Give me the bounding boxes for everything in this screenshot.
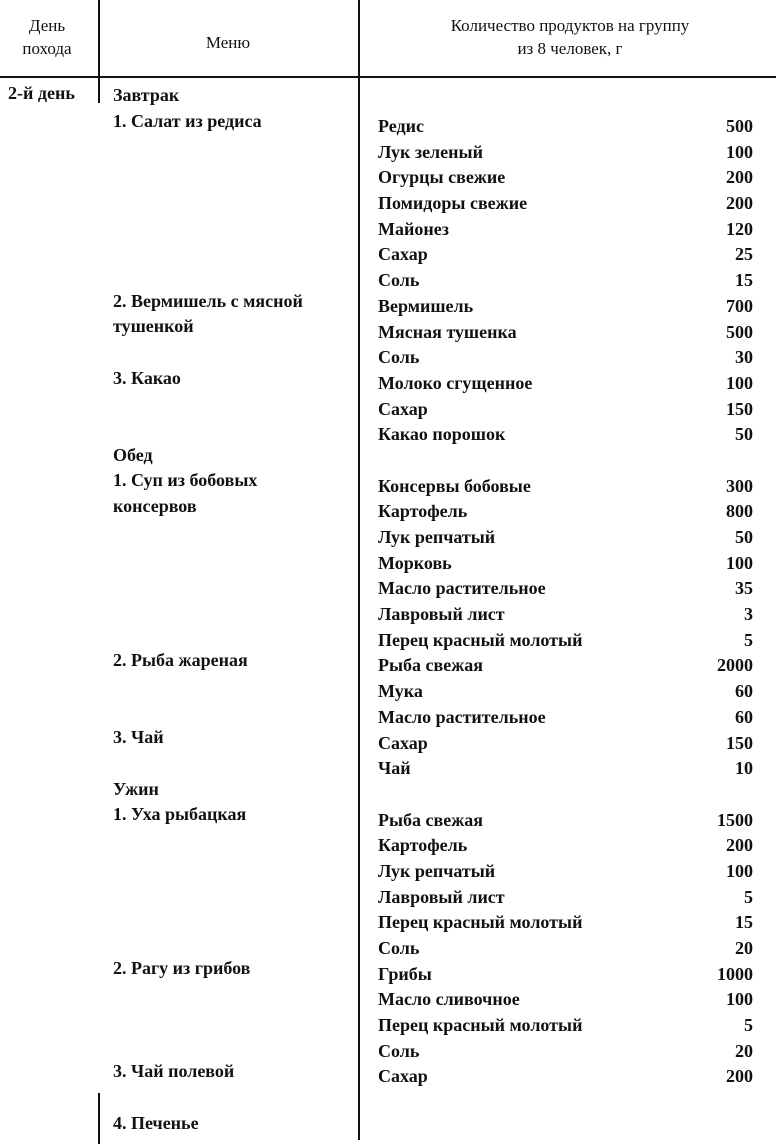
product-row: [378, 962, 753, 988]
day-label: 2-й день: [8, 83, 75, 103]
product-name: Масло растительное: [378, 706, 546, 727]
product-quantity: 3: [744, 604, 753, 625]
product-quantity: 700: [726, 295, 753, 316]
product-quantity: 200: [726, 193, 753, 214]
product-quantity: 300: [726, 475, 753, 496]
menu-row: [113, 134, 358, 160]
menu-row: 3. Чай: [113, 727, 164, 748]
menu-row: [113, 854, 358, 880]
product-row: [378, 217, 753, 243]
product-quantity: 60: [735, 681, 753, 702]
product-row: [378, 705, 753, 731]
menu-row: [113, 263, 358, 289]
product-quantity: 35: [735, 578, 753, 599]
product-row: [378, 1013, 753, 1039]
menu-row: [113, 571, 358, 597]
menu-row: [113, 160, 358, 186]
menu-row: 1. Уха рыбацкая: [113, 804, 247, 825]
product-name: Картофель: [378, 835, 468, 856]
product-row: [378, 576, 753, 602]
product-row: [378, 499, 753, 525]
menu-row: [113, 520, 358, 546]
product-row: [378, 731, 753, 757]
product-row: [378, 474, 753, 500]
product-quantity: 200: [726, 167, 753, 188]
product-quantity: 200: [726, 835, 753, 856]
product-name: Рыба свежая: [378, 655, 484, 676]
product-quantity: 100: [726, 552, 753, 573]
menu-row: [113, 597, 358, 623]
product-row: [378, 859, 753, 885]
header-quantity: [365, 14, 775, 60]
menu-row: 1. Салат из редиса: [113, 110, 262, 131]
menu-row: [113, 211, 358, 237]
header-menu: Меню: [205, 33, 251, 52]
menu-row: 4. Печенье: [113, 1112, 199, 1133]
product-name: Редис: [378, 116, 424, 136]
menu-row: Завтрак: [113, 85, 180, 105]
menu-row: [113, 1085, 358, 1111]
product-row: [378, 242, 753, 268]
product-quantity: 500: [726, 116, 753, 136]
product-name: Какао порошок: [378, 424, 506, 445]
product-quantity: 30: [735, 347, 753, 368]
product-name: Перец красный молотый: [378, 1015, 583, 1036]
product-row: [378, 756, 753, 782]
product-quantity: 60: [735, 706, 753, 727]
menu-row: консервов: [113, 496, 197, 516]
product-row: [378, 628, 753, 654]
menu-row: [113, 237, 358, 263]
menu-row: [113, 982, 358, 1008]
column-divider-day-bottom: [98, 1093, 100, 1144]
menu-row: [113, 417, 358, 443]
menu-row: 3. Чай полевой: [113, 1061, 235, 1082]
product-name: Майонез: [378, 218, 449, 239]
product-name: Консервы бобовые: [378, 475, 531, 496]
product-quantity: 120: [726, 218, 753, 239]
product-row: [378, 397, 753, 423]
product-quantity: 100: [726, 372, 753, 393]
product-name: Сахар: [378, 1066, 428, 1087]
product-quantity: 100: [726, 141, 753, 162]
menu-row: 3. Какао: [113, 367, 181, 388]
product-name: Молоко сгущенное: [378, 372, 533, 393]
product-row: [378, 910, 753, 936]
product-name: Помидоры свежие: [378, 193, 528, 214]
product-name: Масло растительное: [378, 578, 546, 599]
menu-row: [113, 545, 358, 571]
product-quantity: 2000: [717, 655, 753, 676]
header-day-line1: День: [28, 16, 66, 35]
product-row: [378, 808, 753, 834]
product-quantity: 1000: [717, 963, 753, 984]
header-quantity-line2: из 8 человек, г: [517, 39, 623, 58]
product-name: Лавровый лист: [378, 886, 505, 907]
product-row: [378, 551, 753, 577]
product-name: Грибы: [378, 963, 432, 984]
menu-row: [113, 905, 358, 931]
product-row: [378, 320, 753, 346]
product-row: [378, 345, 753, 371]
product-row: [378, 679, 753, 705]
product-quantity: 100: [726, 989, 753, 1010]
product-name: Сахар: [378, 732, 428, 753]
product-name: Перец красный молотый: [378, 629, 583, 650]
menu-row: [113, 674, 358, 700]
product-row: [378, 294, 753, 320]
product-name: Чай: [378, 758, 411, 779]
product-row: [378, 448, 753, 474]
product-name: Соль: [378, 1040, 420, 1061]
product-row: [378, 1064, 753, 1090]
product-name: Морковь: [378, 552, 452, 573]
product-row: [378, 165, 753, 191]
product-quantity: 5: [744, 1015, 753, 1036]
menu-row: тушенкой: [113, 316, 194, 337]
column-divider-menu: [358, 0, 360, 1140]
menu-row: 1. Суп из бобовых: [113, 470, 258, 491]
product-row: [378, 833, 753, 859]
menu-row: [113, 931, 358, 957]
product-quantity: 150: [726, 398, 753, 419]
product-name: Лавровый лист: [378, 604, 505, 625]
menu-row: [113, 340, 358, 366]
header-quantity-line1: Количество продуктов на группу: [450, 16, 690, 35]
menu-row: Обед: [113, 444, 153, 465]
product-quantity: 5: [744, 629, 753, 650]
product-name: Мука: [378, 681, 423, 702]
menu-row: [113, 186, 358, 212]
product-quantity: 15: [735, 270, 753, 291]
product-quantity: 150: [726, 732, 753, 753]
product-row: [378, 140, 753, 166]
product-quantity: 100: [726, 860, 753, 881]
product-quantity: 10: [735, 758, 753, 779]
menu-column: [113, 83, 358, 1136]
menu-row: Ужин: [113, 778, 159, 799]
product-name: Лук зеленый: [378, 141, 483, 162]
product-name: Картофель: [378, 501, 468, 522]
product-row: [378, 782, 753, 808]
product-name: Масло сливочное: [378, 989, 520, 1010]
product-row: [378, 371, 753, 397]
product-name: Соль: [378, 270, 420, 291]
product-quantity: 25: [735, 244, 753, 265]
product-name: Перец красный молотый: [378, 912, 583, 933]
product-name: Сахар: [378, 398, 428, 419]
product-name: Мясная тушенка: [378, 321, 517, 342]
menu-row: [113, 622, 358, 648]
product-quantity: 1500: [717, 809, 753, 830]
product-quantity: 20: [735, 1040, 753, 1061]
menu-row: [113, 751, 358, 777]
products-column: [378, 114, 753, 1090]
menu-row: [113, 828, 358, 854]
product-name: Соль: [378, 347, 420, 368]
menu-row: [113, 700, 358, 726]
product-quantity: 200: [726, 1066, 753, 1087]
menu-row: 2. Рагу из грибов: [113, 958, 251, 979]
product-quantity: 15: [735, 912, 753, 933]
product-quantity: 500: [726, 321, 753, 342]
product-quantity: 5: [744, 886, 753, 907]
product-row: [378, 114, 753, 140]
menu-row: [113, 879, 358, 905]
product-name: Сахар: [378, 244, 428, 265]
product-row: [378, 885, 753, 911]
product-row: [378, 191, 753, 217]
product-row: [378, 525, 753, 551]
product-quantity: 50: [735, 424, 753, 445]
product-row: [378, 936, 753, 962]
product-name: Рыба свежая: [378, 809, 484, 830]
menu-row: [113, 391, 358, 417]
product-name: Соль: [378, 938, 420, 958]
product-row: [378, 653, 753, 679]
menu-row: [113, 1033, 358, 1059]
product-quantity: 20: [735, 938, 753, 958]
product-quantity: 800: [726, 501, 753, 522]
product-row: [378, 987, 753, 1013]
header-divider: [0, 76, 776, 78]
menu-row: [113, 1008, 358, 1034]
product-row: [378, 268, 753, 294]
product-name: Лук репчатый: [378, 860, 496, 881]
column-divider-day: [98, 0, 100, 103]
product-name: Огурцы свежие: [378, 167, 506, 188]
menu-row: 2. Рыба жареная: [113, 650, 248, 671]
product-row: [378, 1039, 753, 1065]
product-row: [378, 602, 753, 628]
product-row: [378, 422, 753, 448]
header-day-line2: похода: [22, 39, 72, 58]
product-quantity: 50: [735, 527, 753, 547]
product-name: Лук репчатый: [378, 527, 496, 547]
product-name: Вермишель: [378, 295, 474, 316]
header-day: [2, 14, 92, 60]
menu-row: 2. Вермишель с мясной: [113, 290, 303, 311]
